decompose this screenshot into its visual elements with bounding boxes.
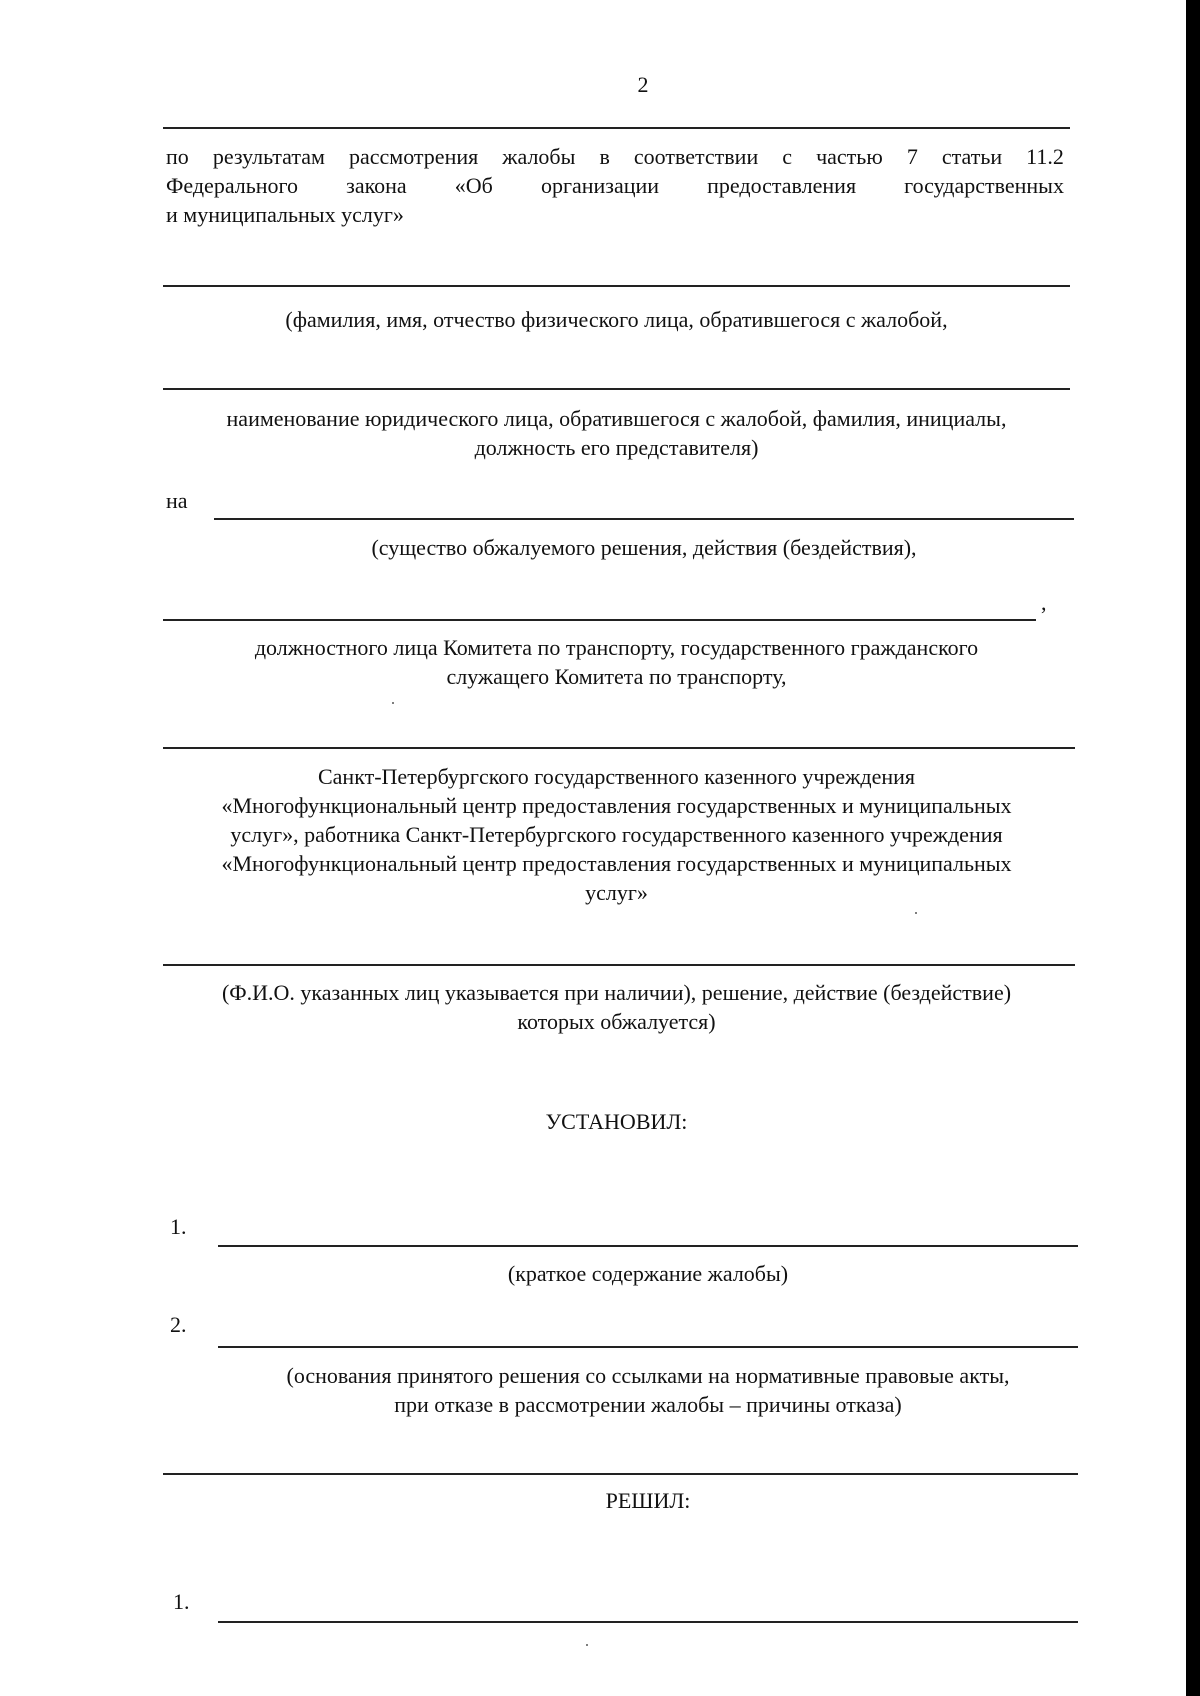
fill-line-item-1 <box>218 1245 1078 1247</box>
page-number: 2 <box>637 72 649 97</box>
caption-mfc-line-2: «Многофункциональный центр предоставления государственных и муниципальных <box>221 793 1012 818</box>
fill-line-subject <box>214 518 1074 520</box>
intro-word: Федерального <box>166 173 299 198</box>
caption-mfc-line-3: услуг», работника Санкт-Петербургского государственного казенного учреждения <box>230 822 1003 847</box>
intro-word: «Об <box>454 173 493 198</box>
intro-word: по <box>166 144 189 169</box>
comma-mark: , <box>1041 590 1047 615</box>
item-1-number: 1. <box>170 1214 187 1239</box>
heading-established: УСТАНОВИЛ: <box>545 1109 688 1134</box>
fill-line-item-2 <box>218 1346 1078 1348</box>
caption-fio-b: которых обжалуется) <box>517 1009 716 1034</box>
fill-line-person <box>163 285 1070 287</box>
caption-person-2b: должность его представителя) <box>474 435 759 460</box>
caption-mfc-line-1: Санкт-Петербургского государственного казенного учреждения <box>317 764 916 789</box>
intro-word: частью <box>816 144 883 169</box>
caption-person-1: (фамилия, имя, отчество физического лица, обратившегося с жалобой, <box>285 307 948 332</box>
decision-item-1-number: 1. <box>173 1589 190 1614</box>
caption-mfc-line-5: услуг» <box>585 880 648 905</box>
intro-word: государственных <box>904 173 1064 198</box>
intro-line-3: и муниципальных услуг» <box>166 202 404 227</box>
scan-speck <box>392 702 394 704</box>
header-rule <box>163 127 1070 129</box>
intro-word: соответствии <box>633 144 759 169</box>
caption-official-b: служащего Комитета по транспорту, <box>446 664 787 689</box>
caption-mfc-line-4: «Многофункциональный центр предоставления государственных и муниципальных <box>221 851 1012 876</box>
intro-word: жалобы <box>502 144 576 169</box>
fill-line-subject-cont <box>163 619 1036 621</box>
intro-word: закона <box>346 173 407 198</box>
scan-speck <box>586 1644 588 1646</box>
fill-line-grounds-cont <box>163 1473 1078 1475</box>
scan-speck <box>915 912 917 914</box>
intro-word: в <box>599 144 610 169</box>
intro-word: 7 <box>906 144 918 169</box>
intro-paragraph <box>166 142 1064 229</box>
caption-grounds-a: (основания принятого решения со ссылками на нормативные правовые акты, <box>286 1363 1010 1388</box>
intro-word: статьи <box>941 144 1003 169</box>
caption-official-a: должностного лица Комитета по транспорту, государственного гражданского <box>254 635 979 660</box>
fill-line-decision-1 <box>218 1621 1078 1623</box>
caption-summary: (краткое содержание жалобы) <box>507 1261 789 1286</box>
caption-fio-a: (Ф.И.О. указанных лиц указывается при наличии), решение, действие (бездействие) <box>221 980 1012 1005</box>
caption-grounds-b: при отказе в рассмотрении жалобы – причины отказа) <box>394 1392 902 1417</box>
fill-line-mfc <box>163 747 1075 749</box>
intro-word: предоставления <box>707 173 857 198</box>
scan-edge-shadow <box>1186 0 1200 1696</box>
intro-word: 11.2 <box>1026 144 1064 169</box>
fill-line-fio <box>163 964 1075 966</box>
on-label: на <box>166 488 188 513</box>
caption-subject: (существо обжалуемого решения, действия (бездействия), <box>371 535 917 560</box>
intro-word: результатам <box>212 144 325 169</box>
intro-word: с <box>782 144 793 169</box>
intro-word: организации <box>540 173 660 198</box>
fill-line-legal-entity <box>163 388 1070 390</box>
heading-decided: РЕШИЛ: <box>605 1488 691 1513</box>
intro-line-1 <box>166 142 1064 171</box>
intro-line-2 <box>166 171 1064 200</box>
caption-person-2a: наименование юридического лица, обратившегося с жалобой, фамилия, инициалы, <box>226 406 1007 431</box>
intro-word: рассмотрения <box>349 144 479 169</box>
item-2-number: 2. <box>170 1312 187 1337</box>
